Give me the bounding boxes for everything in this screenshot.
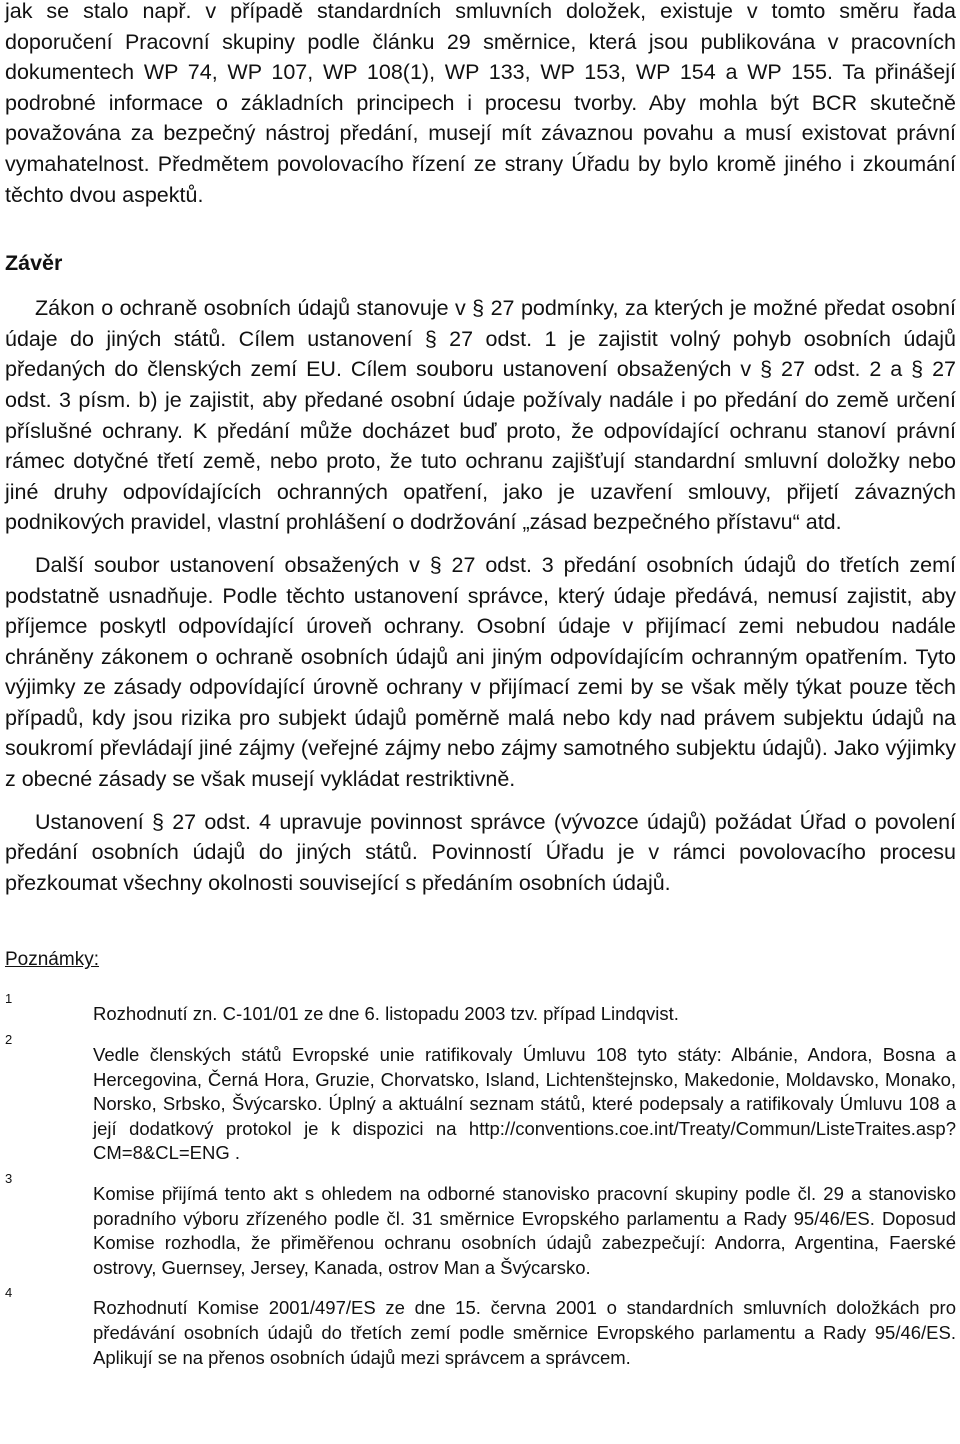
- paragraph-conclusion-3: Ustanovení § 27 odst. 4 upravuje povinnost správce (vývozce údajů) požádat Úřad o povolení předání osobních údajů do jiných států. Povinností Úřadu je v rámci povolovacího procesu přezkoumat všechny okolnosti související s předáním osobních údajů.: [5, 809, 956, 895]
- notes-title: Poznámky:: [5, 949, 99, 971]
- footnote-number: 1: [5, 991, 13, 1007]
- paragraph-conclusion-1: Zákon o ochraně osobních údajů stanovuje v § 27 podmínky, za kterých je možné předat osobní údaje do jiných států. Cílem ustanovení § 27 odst. 1 je zajistit volný pohyb osobních údajů předaných do členských zemí EU. Cílem souboru ustanovení obsažených v § 27 odst. 2 a § 27 odst. 3 písm. b) je zajistit, aby předané osobní údaje požívaly nadále i po předání do země určení příslušné ochrany. K předání může docházet buď proto, že odpovídající ochranu stanoví právní rámec dotyčné třetí země, nebo proto, že tuto ochranu zajišťují standardní smluvní doložky nebo jiné druhy odpovídajících ochranných opatření, jako je uzavření smlouvy, přijetí závazných podnikových pravidel, vlastní prohlášení o dodržování „zásad bezpečného přístavu“ atd.: [5, 296, 956, 535]
- footnote: [5, 1285, 956, 1370]
- footnote-text: Rozhodnutí zn. C-101/01 ze dne 6. listopadu 2003 tzv. případ Lindqvist.: [93, 1003, 679, 1025]
- footnote-text: Vedle členských států Evropské unie ratifikovaly Úmluvu 108 tyto státy: Albánie, Andora, Bosna a Hercegovina, Černá Hora, Gruzie, Chorvatsko, Island, Lichtenštejnsko, Makedonie, Moldavsko, Monako, Norsko, Srbsko, Švýcarsko. Úplný a aktuální seznam států, které podepsaly a ratifikovaly Úmluvu 108 a její dodatkový protokol je k dispozici na http://conventions.coe.int/Treaty/Commun/ListeTraites.asp?CM=8&CL=ENG .: [93, 1044, 956, 1164]
- footnote-text: Komise přijímá tento akt s ohledem na odborné stanovisko pracovní skupiny podle čl. 29 a stanovisko poradního výboru zřízeného podle čl. 31 směrnice Evropského parlamentu a Rady 95/46/ES. Doposud Komise rozhodla, že přiměřenou ochranu osobních údajů zabezpečují: Andorra, Argentina, Faerské ostrovy, Guernsey, Jersey, Kanada, ostrov Man a Švýcarsko.: [93, 1183, 956, 1278]
- footnote: [5, 1171, 956, 1280]
- footnote-number: 2: [5, 1032, 13, 1048]
- footnote-number: 3: [5, 1171, 13, 1186]
- paragraph-bcr: jak se stalo např. v případě standardních smluvních doložek, existuje v tomto směru řada doporučení Pracovní skupiny podle článku 29 směrnice, která jsou publikována v pracovních dokumentech WP 74, WP 107, WP 108(1), WP 133, WP 153, WP 154 a WP 155. Ta přinášejí podrobné informace o základních principech i procesu tvorby. Aby mohla být BCR skutečně považována za bezpečný nástroj předání, musejí mít závaznou povahu a musí existovat právní vymahatelnost. Předmětem povolovacího řízení ze strany Úřadu by bylo kromě jiného i zkoumání těchto dvou aspektů.: [5, 0, 956, 207]
- section-heading-zaver: Závěr: [5, 251, 63, 276]
- footnote: [5, 991, 956, 1027]
- footnotes-list: [5, 991, 956, 1370]
- footnote-text: Rozhodnutí Komise 2001/497/ES ze dne 15. června 2001 o standardních smluvních doložkách pro předávání osobních údajů do třetích zemí podle směrnice Evropského parlamentu a Rady 95/46/ES. Aplikují se na přenos osobních údajů mezi správcem a správcem.: [93, 1297, 956, 1368]
- footnote: [5, 1032, 956, 1166]
- footnote-number: 4: [5, 1285, 13, 1301]
- paragraph-conclusion-2: Další soubor ustanovení obsažených v § 27 odst. 3 předání osobních údajů do třetích zemí podstatně usnadňuje. Podle těchto ustanovení správce, který údaje předává, nemusí zajistit, aby příjemce poskytl odpovídající úroveň ochrany. Osobní údaje v přijímací zemi nebudou nadále chráněny zákonem o ochraně osobních údajů ani jiným odpovídajícím ochranným opatřením. Tyto výjimky ze zásady odpovídající úrovně ochrany v přijímací zemi by se však měly týkat pouze těch případů, kdy jsou rizika pro subjekt údajů poměrně malá nebo kdy nad právem subjektu údajů na soukromí převládají jiné zájmy (veřejné zájmy nebo zájmy samotného subjektu údajů). Jako výjimky z obecné zásady se však musejí vykládat restriktivně.: [5, 552, 956, 792]
